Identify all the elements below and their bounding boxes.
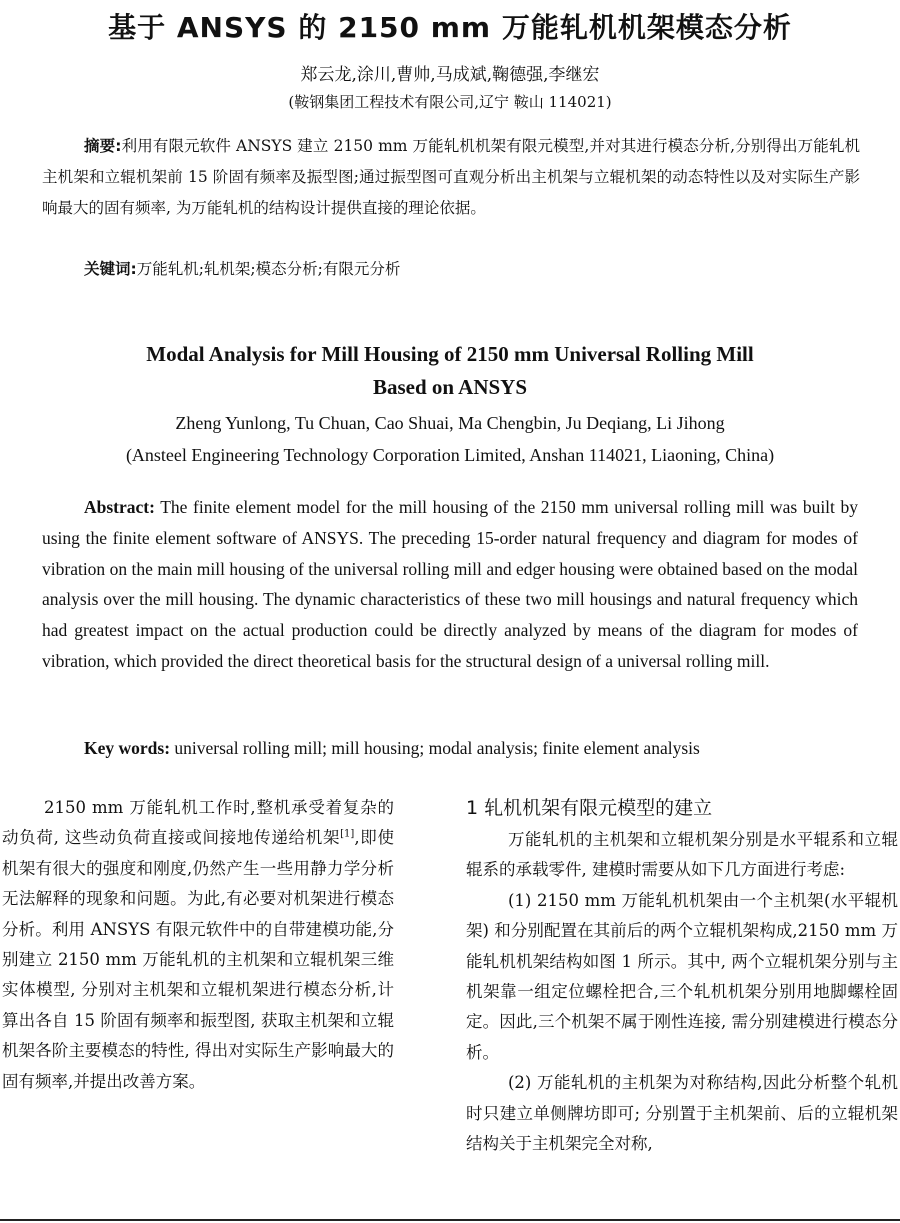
english-keywords-label: Key words:	[84, 738, 171, 758]
english-title-line2: Based on ANSYS	[372, 375, 528, 399]
chinese-keywords-label: 关键词:	[84, 260, 137, 278]
section-heading: 1 轧机机架有限元模型的建立	[466, 797, 713, 819]
chinese-title: 基于 ANSYS 的 2150 mm 万能轧机机架模态分析	[108, 11, 792, 44]
chinese-keywords-text: 万能轧机;轧机架;模态分析;有限元分析	[136, 260, 401, 278]
english-abstract-label: Abstract:	[84, 497, 155, 517]
chinese-affiliation: (鞍钢集团工程技术有限公司,辽宁 鞍山 114021)	[288, 93, 612, 111]
english-keywords	[84, 738, 700, 759]
english-abstract-text: The finite element model for the mill housing of the 2150 mm universal rolling mill was built by using the finite element software of ANSYS. The preceding 15-order natural frequency and diagram for modes of vibration on the main mill housing of the universal rolling mill and edger housing were obtained based on the modal analysis over the mill housing. The dynamic characteristics of these two mill housings and natural frequency which had greatest impact on the actual production could be directly analyzed by means of the diagram for modes of vibration, which provided the direct theoretical basis for the structural design of a universal rolling mill.	[42, 497, 858, 671]
english-keywords-text: universal rolling mill; mill housing; modal analysis; finite element analysis	[174, 738, 700, 758]
intro-text-part2: ,即使机架有很大的强度和刚度,仍然产生一些用静力学分析无法解释的现象和问题。为此,有必要对机架进行模态分析。利用 ANSYS 有限元软件中的自带建模功能,分别建立 2150 mm 万能轧机的主机架和立辊机架三维实体模型, 分别对主机架和立辊机架进行模态分析,计算出各自 15 阶固有频率和振型图, 获取主机架和立辊机架各阶主要模态的特性, 得出对实际生产影响最大的固有频率,并提出改善方案。	[2, 828, 394, 1091]
intro-text-part1: 2150 mm 万能轧机工作时,整机承受着复杂的动负荷, 这些动负荷直接或间接地传递给机架	[2, 798, 394, 848]
section1-paragraph3: (2) 万能轧机的主机架为对称结构,因此分析整个轧机时只建立单侧牌坊即可; 分别置于主机架前、后的立辊机架结构关于主机架完全对称,	[466, 1073, 898, 1154]
citation-ref: [1]	[340, 828, 355, 840]
english-title	[0, 338, 900, 404]
intro-paragraph	[2, 793, 394, 1097]
english-title-line1: Modal Analysis for Mill Housing of 2150 mm Universal Rolling Mill	[146, 342, 754, 366]
chinese-authors: 郑云龙,涂川,曹帅,马成斌,鞠德强,李继宏	[300, 65, 600, 85]
chinese-abstract-label: 摘要:	[84, 137, 122, 155]
body-left-column	[2, 793, 394, 1097]
english-authors: Zheng Yunlong, Tu Chuan, Cao Shuai, Ma Chengbin, Ju Deqiang, Li Jihong	[175, 413, 725, 433]
body-right-column	[466, 793, 898, 1159]
chinese-keywords	[84, 257, 400, 279]
section1-paragraph1: 万能轧机的主机架和立辊机架分别是水平辊系和立辊辊系的承载零件, 建模时需要从如下几方面进行考虑:	[466, 830, 898, 880]
chinese-abstract-text: 利用有限元软件 ANSYS 建立 2150 mm 万能轧机机架有限元模型,并对其进行模态分析,分别得出万能轧机主机架和立辊机架前 15 阶固有频率及振型图;通过振型图可直观分析出主机架与立辊机架的动态特性以及对实际生产影响最大的固有频率, 为万能轧机的结构设计提供直接的理论依据。	[42, 137, 860, 217]
english-affiliation: (Ansteel Engineering Technology Corporation Limited, Anshan 114021, Liaoning, China)	[125, 445, 775, 465]
english-abstract	[42, 492, 858, 677]
section1-paragraph2: (1) 2150 mm 万能轧机机架由一个主机架(水平辊机架) 和分别配置在其前后的两个立辊机架构成,2150 mm 万能轧机机架结构如图 1 所示。其中, 两个立辊机架分别与主机架靠一组定位螺栓把合,三个轧机机架分别用地脚螺栓固定。因此,三个机架不属于刚性连接, 需分别建模进行模态分析。	[466, 890, 898, 1062]
bottom-rule	[0, 1219, 900, 1221]
chinese-abstract	[42, 131, 860, 224]
